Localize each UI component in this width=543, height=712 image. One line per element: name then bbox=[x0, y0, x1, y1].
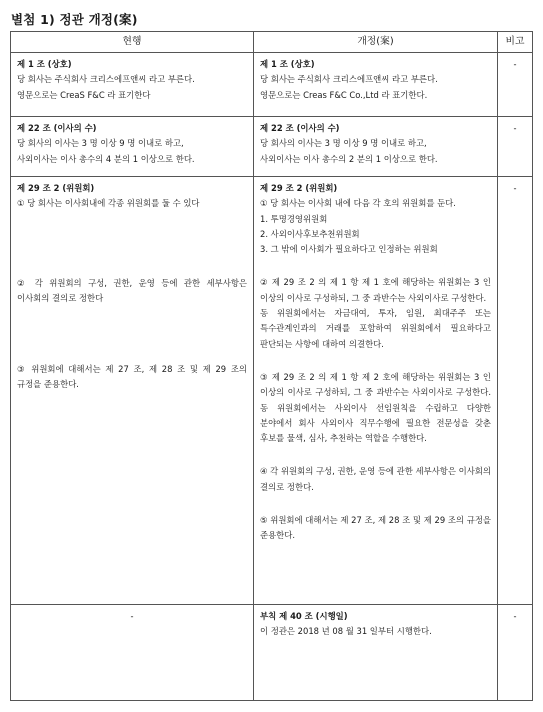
header-remark: 비고 bbox=[498, 32, 533, 53]
paragraph-2: ② 각 위원회의 구성, 권한, 운영 등에 관한 세부사항은 이사회의 결의로 정한다 bbox=[17, 277, 247, 303]
revised-cell bbox=[254, 53, 498, 117]
table-row bbox=[11, 605, 533, 701]
remark-cell: - bbox=[498, 605, 533, 701]
article-line: 사외이사는 이사 총수의 2 분의 1 이상으로 한다. bbox=[260, 153, 438, 164]
article-title: 제 22 조 (이사의 수) bbox=[17, 123, 97, 133]
page-title: 별첨 1) 정관 개정(案) bbox=[11, 12, 138, 27]
paragraph-3: ③ 위원회에 대해서는 제 27 조, 제 28 조 및 제 29 조의 규정을 준용한다. bbox=[17, 364, 247, 390]
article-line: 이 정관은 2018 년 08 월 31 일부터 시행한다. bbox=[260, 626, 432, 637]
table-row bbox=[11, 53, 533, 117]
paragraph-5: ⑤ 위원회에 대해서는 제 27 조, 제 28 조 및 제 29 조의 규정을 준용한다. bbox=[260, 515, 491, 541]
paragraph-1: ① 당 회사는 이사회내에 각종 위원회를 둘 수 있다 bbox=[17, 198, 200, 209]
article-title: 제 22 조 (이사의 수) bbox=[260, 123, 340, 133]
paragraph-3: ③ 제 29 조 2 의 제 1 항 제 2 호에 해당하는 위원회는 3 인 이상의 이사로 구성하되, 그 중 과반수는 사외이사로 구성한다. 동 위원회에서는 사외이사 선임원칙을 수립하고 다양한 분야에서 회사 사외이사 직무수행에 필요한 전문성을 갖춘 후보를 물색, 심사, 추천하는 역할을 수행한다. bbox=[260, 371, 491, 444]
remark-cell: - bbox=[498, 53, 533, 117]
current-cell bbox=[11, 177, 254, 605]
paragraph-2: ② 제 29 조 2 의 제 1 항 제 1 호에 해당하는 위원회는 3 인 이상의 이사로 구성하되, 그 중 과반수는 사외이사로 구성한다. bbox=[260, 277, 491, 303]
article-line: 당 회사의 이사는 3 명 이상 9 명 이내로 하고, bbox=[17, 138, 184, 149]
remark-cell: - bbox=[498, 117, 533, 177]
header-revised: 개정(案) bbox=[254, 32, 498, 53]
current-cell bbox=[11, 53, 254, 117]
current-cell: - bbox=[11, 605, 254, 701]
article-title: 제 29 조 2 (위원회) bbox=[260, 183, 338, 193]
article-title: 부칙 제 40 조 (시행일) bbox=[260, 611, 348, 621]
table-row bbox=[11, 117, 533, 177]
revised-cell bbox=[254, 117, 498, 177]
article-line: 영문으로는 Creas F&C Co.,Ltd 라 표기한다. bbox=[260, 89, 428, 100]
amendment-table bbox=[10, 31, 533, 701]
article-line: 당 회사는 주식회사 크리스에프앤씨 라고 부른다. bbox=[17, 74, 195, 85]
article-title: 제 29 조 2 (위원회) bbox=[17, 183, 95, 193]
list-item: 2. 사외이사후보추천위원회 bbox=[260, 228, 360, 239]
article-line: 당 회사의 이사는 3 명 이상 9 명 이내로 하고, bbox=[260, 138, 427, 149]
article-line: 사외이사는 이사 총수의 4 분의 1 이상으로 한다. bbox=[17, 153, 195, 164]
current-cell bbox=[11, 117, 254, 177]
article-title: 제 1 조 (상호) bbox=[17, 59, 72, 69]
article-line: 영문으로는 CreaS F&C 라 표기한다 bbox=[17, 89, 151, 100]
header-row bbox=[11, 32, 533, 53]
list-item: 1. 투명경영위원회 bbox=[260, 213, 328, 224]
paragraph-1: ① 당 회사는 이사회 내에 다음 각 호의 위원회를 둔다. bbox=[260, 198, 456, 209]
paragraph-4: ④ 각 위원회의 구성, 권한, 운영 등에 관한 세부사항은 이사회의 결의로 정한다. bbox=[260, 466, 491, 492]
list-item: 3. 그 밖에 이사회가 필요하다고 인정하는 위원회 bbox=[260, 244, 438, 255]
header-current: 현행 bbox=[11, 32, 254, 53]
paragraph-2-detail: 동 위원회에서는 자금대여, 투자, 임원, 최대주주 또는 특수관계인과의 거래를 포함하여 위원회에서 필요하다고 판단되는 사항에 대하여 의결한다. bbox=[260, 308, 491, 349]
revised-cell bbox=[254, 177, 498, 605]
revised-cell bbox=[254, 605, 498, 701]
remark-cell: - bbox=[498, 177, 533, 605]
table-row bbox=[11, 177, 533, 605]
article-title: 제 1 조 (상호) bbox=[260, 59, 315, 69]
article-line: 당 회사는 주식회사 크리스에프앤씨 라고 부른다. bbox=[260, 74, 438, 85]
